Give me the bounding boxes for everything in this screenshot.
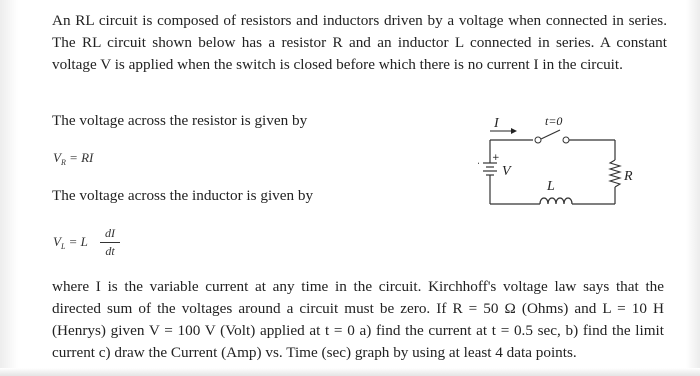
current-label: I xyxy=(494,116,499,131)
inductor-eq-lhs: V xyxy=(53,234,61,249)
derivative-fraction xyxy=(100,226,120,259)
top-wire xyxy=(490,130,615,143)
resistor-label: R xyxy=(624,169,633,184)
fraction-denominator: dt xyxy=(105,244,115,258)
resistor-eq-subscript: R xyxy=(60,158,66,167)
page-shadow-bottom xyxy=(0,368,700,376)
inductor xyxy=(490,198,615,204)
resistor xyxy=(610,140,620,204)
problem-paragraph: where I is the variable current at any time in the circuit. Kirchhoff's voltage law says that the directed sum of the voltages around a circuit must be zero. If R = 50 Ω (Ohms) and L = 10 H (Henrys) given V = 100 V (Volt) applied at t = 0 a) find the current at t = 0.5 sec, b) find the limit current c) draw the Current (Amp) vs. Time (sec) graph by using at least 4 data points. xyxy=(52,278,664,361)
fraction-numerator: dI xyxy=(105,226,115,240)
current-arrow-head xyxy=(511,128,517,134)
svg-text:+: + xyxy=(492,153,500,163)
resistor-voltage-statement: The voltage across the resistor is given by xyxy=(52,112,308,129)
resistor-eq-lhs: V xyxy=(53,150,61,165)
inductor-voltage-equation xyxy=(53,234,88,251)
switch-blade xyxy=(541,130,560,139)
inductor-eq-subscript: L xyxy=(60,242,66,251)
page-shadow-right xyxy=(686,0,700,376)
rl-circuit-diagram xyxy=(478,108,638,234)
inductor-label: L xyxy=(547,179,555,194)
page-shadow-left xyxy=(0,0,18,376)
inductor-eq-rhs: = L xyxy=(68,234,88,249)
resistor-voltage-equation xyxy=(53,150,93,167)
resistor-eq-rhs: = RI xyxy=(69,150,94,165)
switch-time-label: t=0 xyxy=(545,114,563,128)
voltage-source xyxy=(478,140,500,204)
intro-paragraph: An RL circuit is composed of resistors and inductors driven by a voltage when connected in series. The RL circuit shown below has a resistor R and an inductor L connected in series. A constant voltage V is applied when the switch is closed before which there is no current I in the circuit. xyxy=(52,12,667,73)
inductor-voltage-statement: The voltage across the inductor is given by xyxy=(52,187,314,204)
voltage-label: V xyxy=(502,164,511,179)
fraction-bar xyxy=(100,242,120,243)
